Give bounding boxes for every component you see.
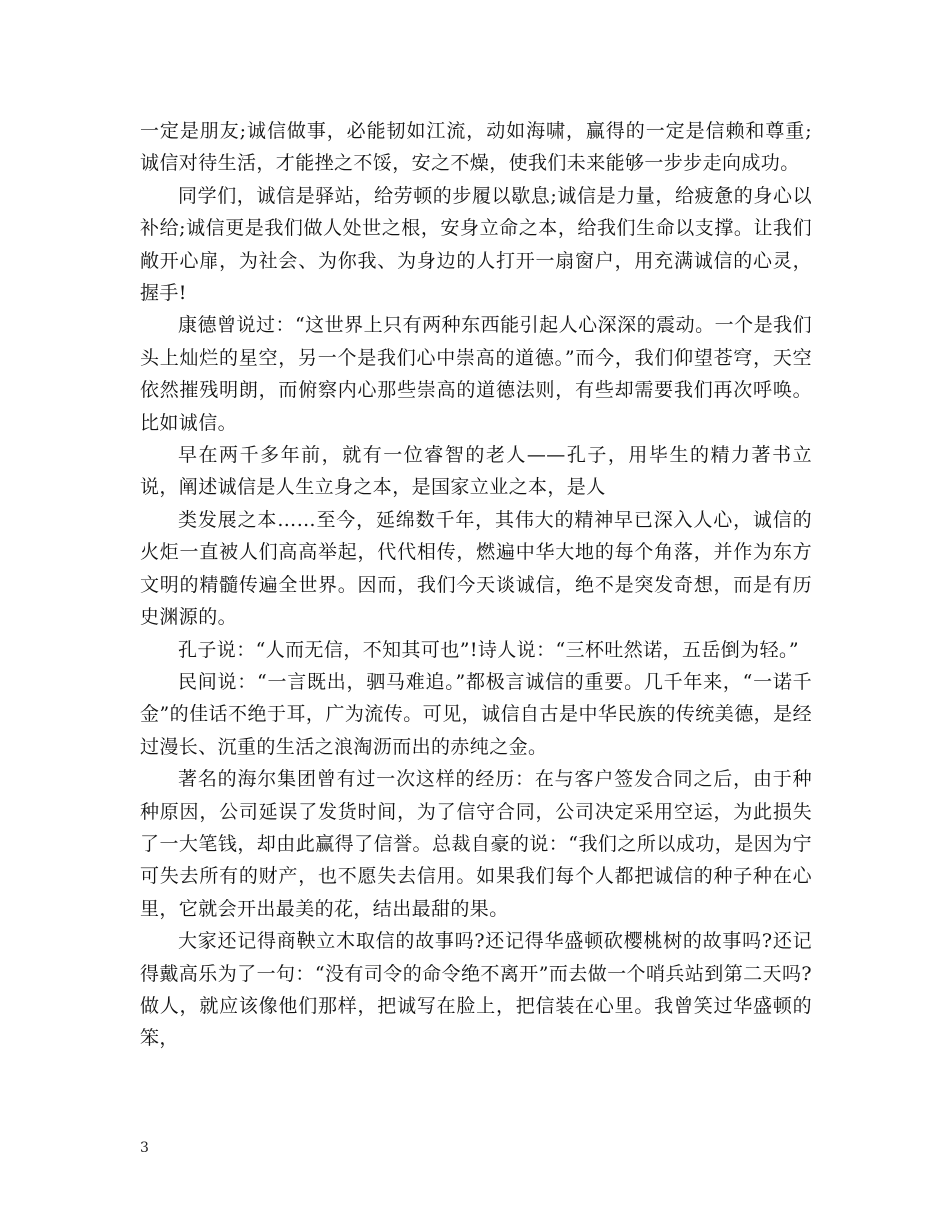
document-body bbox=[140, 115, 812, 1055]
paragraph-5: 类发展之本……至今，延绵数千年，其伟大的精神早已深入人心，诚信的火炬一直被人们高高举起，代代相传，燃遍中华大地的每个角落，并作为东方文明的精髓传遍全世界。因而，我们今天谈诚信，绝不是突发奇想，而是有历史渊源的。 bbox=[140, 508, 812, 629]
paragraph-8: 著名的海尔集团曾有过一次这样的经历：在与客户签发合同之后，由于种种原因，公司延误了发货时间，为了信守合同，公司决定采用空运，为此损失了一大笔钱，却由此赢得了信誉。总裁自豪的说：“我们之所以成功，是因为宁可失去所有的财产，也不愿失去信用。如果我们每个人都把诚信的种子种在心里，它就会开出最美的花，结出最甜的果。 bbox=[140, 768, 812, 920]
paragraph-2: 同学们，诚信是驿站，给劳顿的步履以歇息;诚信是力量，给疲惫的身心以补给;诚信更是我们做人处世之根，安身立命之本，给我们生命以支撑。让我们敞开心扉，为社会、为你我、为身边的人打开一扇窗户，用充满诚信的心灵，握手! bbox=[140, 184, 812, 305]
paragraph-9: 大家还记得商鞅立木取信的故事吗?还记得华盛顿砍樱桃树的故事吗?还记得戴高乐为了一句：“没有司令的命令绝不离开”而去做一个哨兵站到第二天吗?做人，就应该像他们那样，把诚写在脸上，把信装在心里。我曾笑过华盛顿的笨， bbox=[140, 930, 812, 1050]
paragraph-4: 早在两千多年前，就有一位睿智的老人——孔子，用毕生的精力著书立说，阐述诚信是人生立身之本，是国家立业之本，是人 bbox=[140, 444, 812, 499]
paragraph-7: 民间说：“一言既出，驷马难追。”都极言诚信的重要。几千年来，“一诺千金”的佳话不绝于耳，广为流传。可见，诚信自古是中华民族的传统美德，是经过漫长、沉重的生活之浪淘沥而出的赤纯之金。 bbox=[140, 670, 812, 758]
paragraph-1: 一定是朋友;诚信做事，必能韧如江流，动如海啸，赢得的一定是信赖和尊重;诚信对待生活，才能挫之不馁，安之不燥，使我们未来能够一步步走向成功。 bbox=[140, 120, 812, 175]
paragraph-6: 孔子说：“人而无信，不知其可也”!诗人说：“三杯吐然诺，五岳倒为轻。” bbox=[178, 638, 799, 661]
page-number: 3 bbox=[140, 1140, 149, 1156]
paragraph-3: 康德曾说过：“这世界上只有两种东西能引起人心深深的震动。一个是我们头上灿烂的星空，另一个是我们心中崇高的道德。”而今，我们仰望苍穹，天空依然摧残明朗，而俯察内心那些崇高的道德法则，有些却需要我们再次呼唤。比如诚信。 bbox=[140, 314, 812, 434]
